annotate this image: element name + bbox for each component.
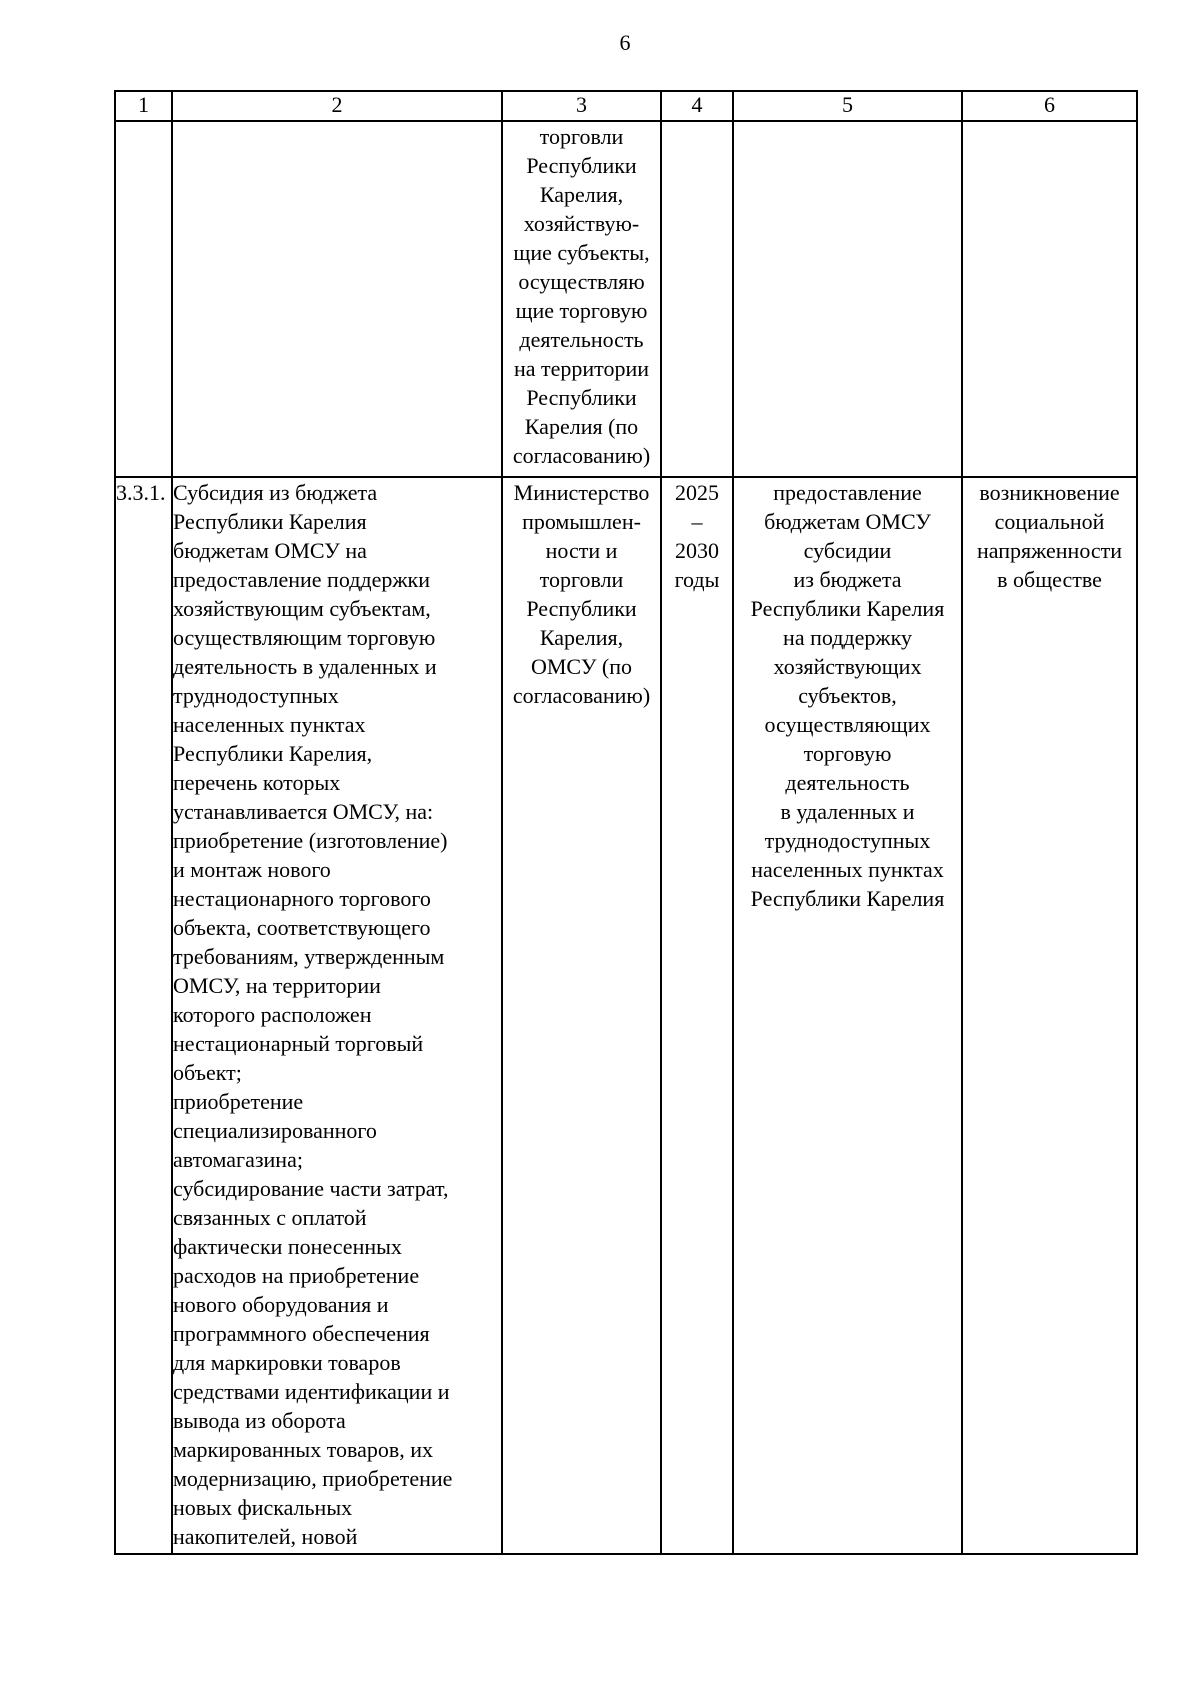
- header-col-2: 2: [172, 91, 502, 121]
- measures-table: [114, 90, 1138, 1555]
- page-number: 6: [619, 30, 631, 55]
- header-col-1: 1: [115, 91, 172, 121]
- responsible-executor-cell: Министерство промышлен- ности и торговли Республики Карелия, ОМСУ (по согласованию): [502, 477, 661, 1554]
- measure-name-cell: Субсидия из бюджета Республики Карелия бюджетам ОМСУ на предоставление поддержки хозяйствующим субъектам, осуществляющим торговую деятельность в удаленных и труднодоступных населенных пунктах Республики Карелия, перечень которых устанавливается ОМСУ, на: приобретение (изготовление) и монтаж нового нестационарного торгового объекта, соответствующего требованиям, утвержденным ОМСУ, на территории которого расположен нестационарный торговый объект; приобретение специализированного автомагазина; субсидирование части затрат, связанных с оплатой фактически понесенных расходов на приобретение нового оборудования и программного обеспечения для маркировки товаров средствами идентификации и вывода из оборота маркированных товаров, их модернизацию, приобретение новых фискальных накопителей, новой: [172, 477, 502, 1554]
- header-col-3: 3: [502, 91, 661, 121]
- header-col-4: 4: [661, 91, 733, 121]
- row-number-cell: 3.3.1.: [115, 477, 172, 1554]
- period-cell: [661, 121, 733, 477]
- expected-result-cell: [733, 121, 962, 477]
- consequences-cell: возникновение социальной напряженности в обществе: [962, 477, 1137, 1554]
- table-header-row: [115, 91, 1137, 121]
- header-col-5: 5: [733, 91, 962, 121]
- row-number-cell: [115, 121, 172, 477]
- table-row: [115, 477, 1137, 1554]
- header-col-6: 6: [962, 91, 1137, 121]
- measure-name-cell: [172, 121, 502, 477]
- expected-result-cell: предоставление бюджетам ОМСУ субсидии из бюджета Республики Карелия на поддержку хозяйствующих субъектов, осуществляющих торговую деятельность в удаленных и труднодоступных населенных пунктах Республики Карелия: [733, 477, 962, 1554]
- period-cell: 2025 – 2030 годы: [661, 477, 733, 1554]
- responsible-executor-cell: торговли Республики Карелия, хозяйствую- щие субъекты, осуществляю щие торговую деятельность на территории Республики Карелия (по согласованию): [502, 121, 661, 477]
- consequences-cell: [962, 121, 1137, 477]
- table-row: [115, 121, 1137, 477]
